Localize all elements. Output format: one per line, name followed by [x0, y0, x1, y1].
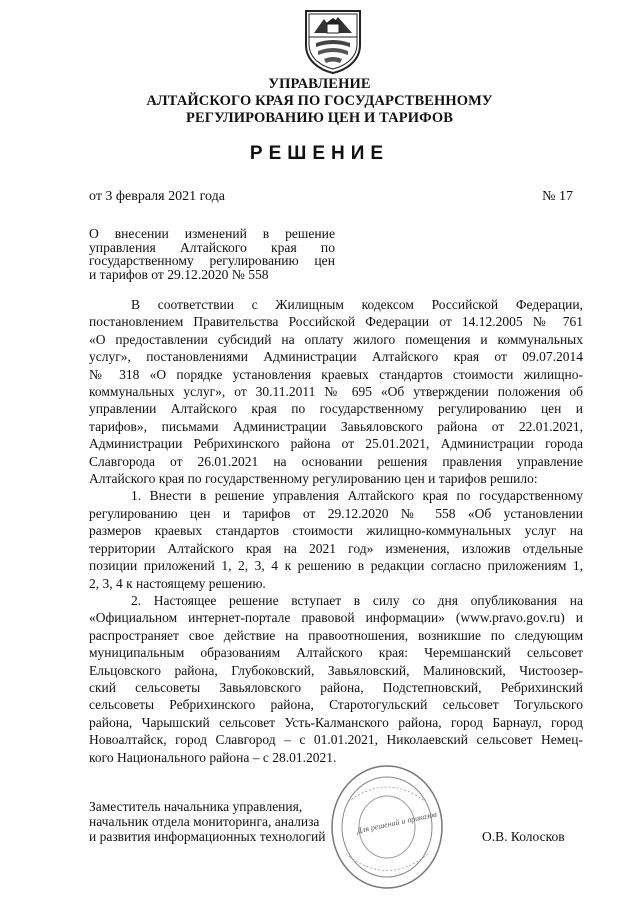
body-line: 2, 3, 4 к настоящему решению. — [89, 575, 266, 591]
subject-line: государственному регулированию цен — [89, 253, 335, 268]
subject-line: управления Алтайского края по — [89, 239, 335, 255]
body-line: 1. Внести в решение управления Алтайского края по государственному — [131, 488, 583, 504]
signatory-position — [89, 799, 326, 844]
subject-line: О внесении изменений в решение — [89, 226, 335, 241]
body-line: постановлением Правительства Российской Федерации от 14.12.2005 № 761 — [89, 314, 583, 330]
signatory-name: О.В. Колосков — [482, 829, 565, 844]
body-line: муниципальным образованиям Алтайского края: Черемшанский сельсовет — [89, 645, 583, 661]
position-line: Заместитель начальника управления, — [89, 799, 303, 814]
position-line: начальник отдела мониторинга, анализа — [89, 814, 320, 829]
document-date: от 3 февраля 2021 года — [89, 189, 225, 204]
body-line: коммунальных услуг», от 30.11.2011 № 695 «Об утверждении положения об — [89, 384, 583, 400]
position-line: и развития информационных технологий — [89, 829, 326, 844]
body-line: регулированию цен и тарифов от 29.12.2020 № 558 «Об установлении — [89, 505, 583, 521]
body-line: Славгорода от 26.01.2021 на основании решения правления управление — [89, 453, 583, 469]
body-line: «Официальном интернет-портале правовой информации» (www.pravo.gov.ru) и — [89, 610, 583, 626]
body-line: распространяет свое действие на правоотношения, возникшие по следующим — [89, 627, 583, 643]
document-body — [89, 296, 583, 766]
body-line: размеров краевых стандартов стоимости жилищно-коммунальных услуг на — [89, 523, 583, 539]
coat-of-arms-icon — [300, 7, 366, 75]
body-line: «О предоставлении субсидий на оплату жилого помещения и коммунальных — [89, 331, 583, 347]
body-line: 2. Настоящее решение вступает в силу со дня опубликования на — [131, 592, 583, 608]
issuing-authority — [0, 76, 639, 127]
body-line: Администрации Ребрихинского района от 25.01.2021, Администрации города — [89, 436, 583, 452]
body-line: Ельцовского района, Глубоковский, Завьяловский, Малиновский, Чистоозер- — [89, 662, 583, 678]
body-line: услуг», постановлениями Администрации Алтайского края от 09.07.2014 — [89, 349, 583, 365]
body-line: ский сельсоветы Завьяловского района, Подстепновский, Ребрихинский — [89, 679, 583, 695]
body-line: позиции приложений 1, 2, 3, 4 к решению в редакции согласно приложениям 1, — [89, 558, 583, 574]
seal-text: Для решений и приказов — [355, 809, 438, 836]
authority-line-2: АЛТАЙСКОГО КРАЯ ПО ГОСУДАРСТВЕННОМУ — [146, 93, 493, 109]
authority-line-3: РЕГУЛИРОВАНИЮ ЦЕН И ТАРИФОВ — [186, 110, 453, 126]
body-line: сельсоветы Ребрихинского района, Старотогульский сельсовет Тогульского — [89, 697, 583, 713]
body-line: № 318 «О порядке установления краевых стандартов стоимости жилищно- — [89, 366, 583, 382]
body-line: района, Чарышский сельсовет Усть-Калманского района, город Барнаул, город — [89, 714, 583, 730]
body-line: Новоалтайск, город Славгород – с 01.01.2021, Николаевский сельсовет Немец- — [89, 732, 583, 748]
body-line: Алтайского края по государственному регулированию цен и тарифов решило: — [89, 471, 538, 487]
body-line: В соответствии с Жилищным кодексом Российской Федерации, — [131, 297, 583, 312]
subject-line: и тарифов от 29.12.2020 № 558 — [89, 266, 269, 282]
body-line: территории Алтайского края на 2021 год» изменения, изложив отдельные — [89, 540, 583, 556]
authority-line-1: УПРАВЛЕНИЕ — [268, 76, 371, 92]
document-number: № 17 — [542, 189, 573, 204]
body-line: управлении Алтайского края по государственному регулированию цен и — [89, 401, 583, 417]
document-subject — [89, 227, 335, 281]
body-line: тарифов», письмами Администрации Завьяловского района от 22.01.2021, — [89, 418, 583, 434]
document-title: РЕШЕНИЕ — [249, 143, 390, 164]
body-line: кого Национального района – с 28.01.2021. — [89, 749, 337, 765]
